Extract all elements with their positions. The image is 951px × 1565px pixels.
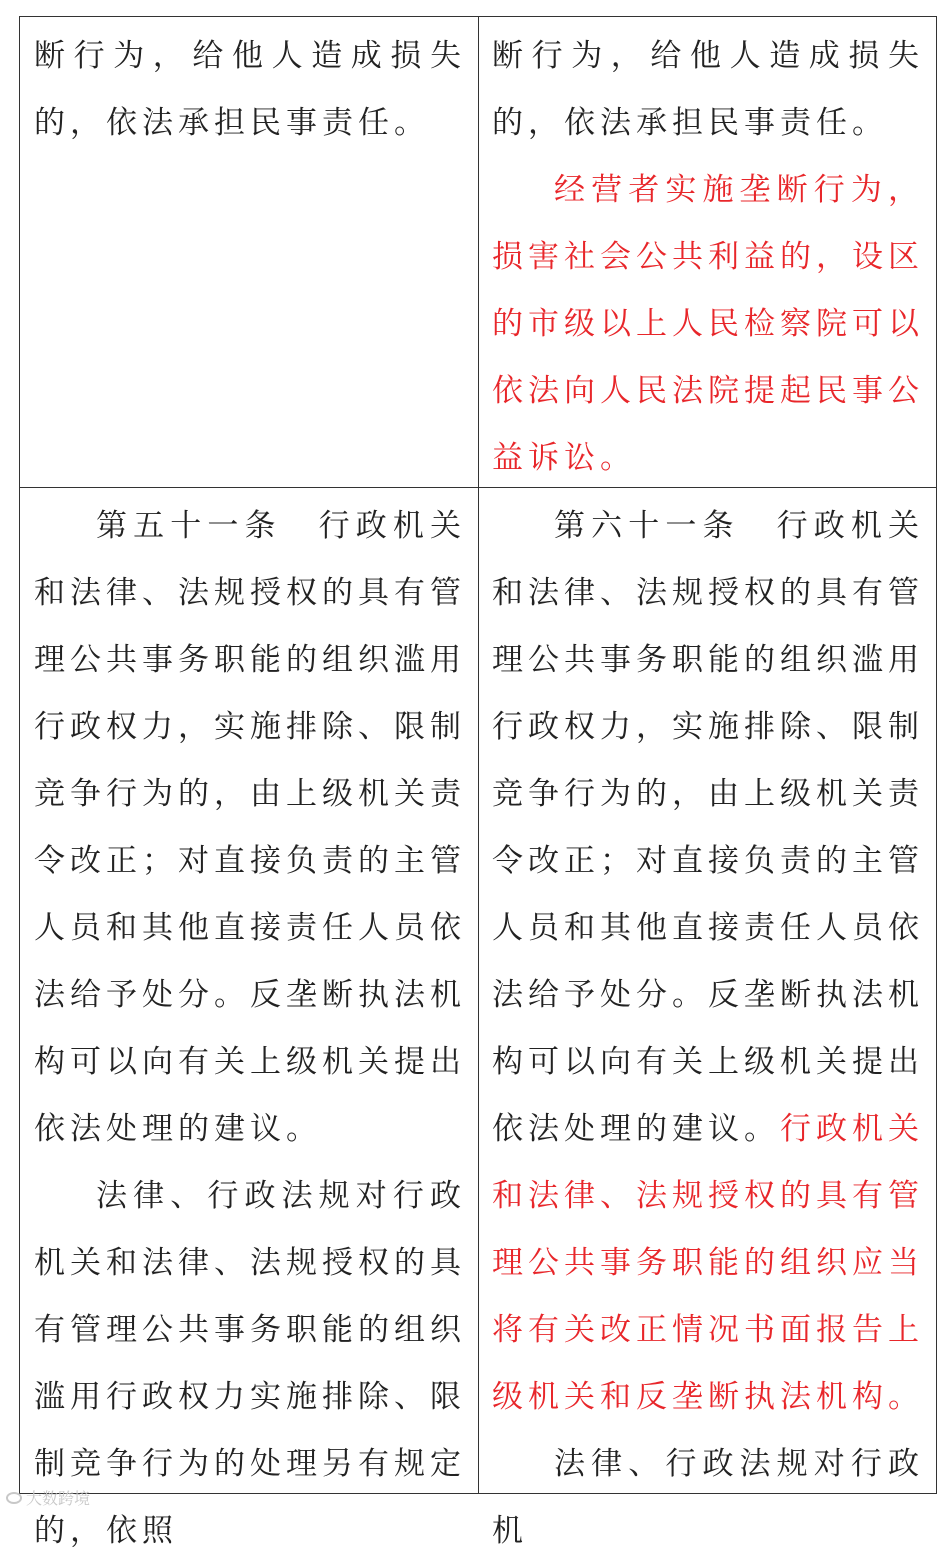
article-61-paragraph xyxy=(492,493,924,1431)
old-law-paragraph: 断行为，给他人造成损失的，依法承担民事责任。 xyxy=(34,38,466,141)
article-51-paragraph: 第五十一条 行政机关和法律、法规授权的具有管理公共事务职能的组织滥用行政权力，实施排除、限制竞争行为的，由上级机关责令改正；对直接负责的主管人员和其他直接责任人员依法给予处分。反垄断执法机构可以向有关上级机关提出依法处理的建议。 xyxy=(34,508,466,1147)
article-61-added-text: 行政机关和法律、法规授权的具有管理公共事务职能的组织应当将有关改正情况书面报告上级机关和反垄断执法机构。 xyxy=(492,1111,924,1415)
cell-new-law-article-61 xyxy=(492,493,924,1549)
watermark xyxy=(6,1486,90,1509)
article-61-original-text: 第六十一条 行政机关和法律、法规授权的具有管理公共事务职能的组织滥用行政权力，实施排除、限制竞争行为的，由上级机关责令改正；对直接负责的主管人员和其他直接责任人员依法给予处分。反垄断执法机构可以向有关上级机关提出依法处理的建议。 xyxy=(492,508,924,1147)
watermark-text: 大数跨境 xyxy=(26,1489,91,1508)
article-51-second-paragraph: 法律、行政法规对行政机关和法律、法规授权的具有管理公共事务职能的组织滥用行政权力实施排除、限制竞争行为的处理另有规定的，依照 xyxy=(34,1178,466,1549)
new-law-paragraph: 断行为，给他人造成损失的，依法承担民事责任。 xyxy=(492,38,924,141)
new-law-added-paragraph: 经营者实施垄断行为，损害社会公共利益的，设区的市级以上人民检察院可以依法向人民法院提起民事公益诉讼。 xyxy=(492,172,924,476)
article-61-second-paragraph: 法律、行政法规对行政机 xyxy=(492,1446,924,1549)
cell-new-law-top xyxy=(492,23,924,483)
chat-bubble-icon xyxy=(6,1492,22,1504)
column-divider xyxy=(478,17,479,1493)
cell-old-law-top xyxy=(34,23,466,483)
